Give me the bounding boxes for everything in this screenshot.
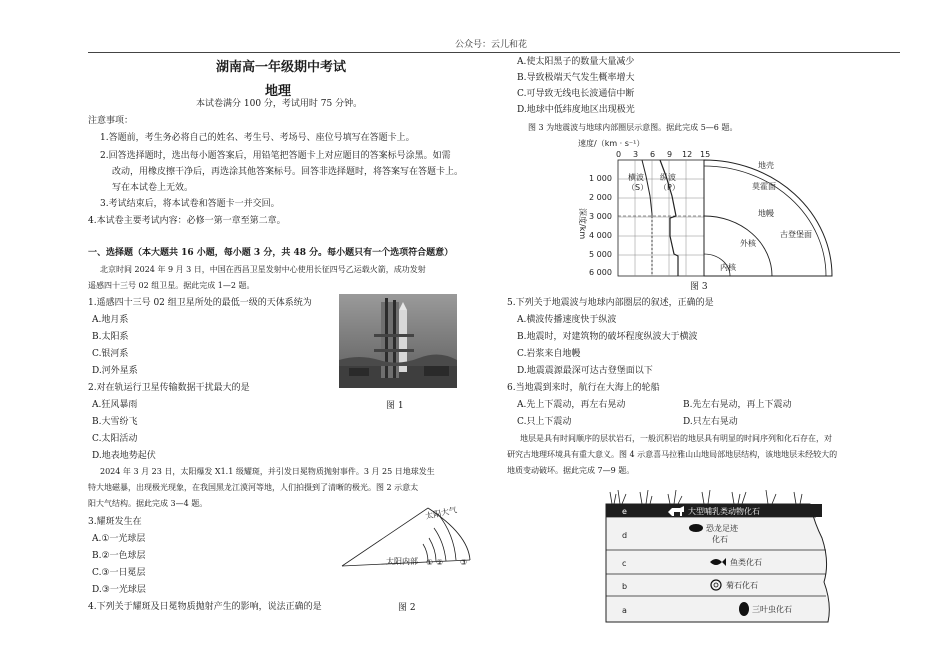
q3-option-a: A.①一光球层: [92, 534, 146, 544]
intro-3-line2: 研究古地理环境具有重大意义。图 4 示意喜马拉雅山山地局部地层结构，该地地层未经较大的: [507, 450, 838, 459]
intro-2-line1: 2024 年 3 月 23 日，太阳爆发 X1.1 级耀斑，并引发日冕物质抛射事件。3 月 25 日地球发生: [100, 467, 435, 476]
notice-title: 注意事项：: [88, 116, 134, 126]
figure-2-solar-atmosphere: [336, 498, 476, 598]
intro-1-line2: 遥感四十三号 02 组卫星。据此完成 1—2 题。: [88, 281, 255, 290]
fig3-depth-1000: 1 000: [589, 174, 612, 183]
q2-stem: 2.对在轨运行卫星传输数据干扰最大的是: [88, 383, 250, 393]
fig4-fossil-mammal: 大型哺乳类动物化石: [688, 507, 760, 516]
fig3-layer-crust: 地壳: [758, 161, 774, 170]
q6-option-a: A.先上下震动，再左右晃动: [517, 400, 626, 410]
figure-1-caption: 图 1: [386, 401, 404, 411]
fig3-depth-label: 深度/km: [578, 208, 587, 240]
q4-option-d: D.地球中低纬度地区出现极光: [517, 105, 635, 115]
q4-option-a: A.使太阳黑子的数量大量减少: [517, 57, 635, 67]
q2-option-c: C.太阳活动: [92, 434, 138, 444]
q5-option-c: C.岩浆来自地幔: [517, 349, 581, 359]
fig3-layer-outer-core: 外核: [740, 239, 756, 248]
fig3-layer-gutenberg: 古登堡面: [780, 230, 812, 239]
fig3-layer-mantle: 地幔: [758, 209, 774, 218]
fig3-wave-p-code: （P）: [659, 183, 680, 192]
exam-title: 湖南高一年级期中考试: [216, 60, 347, 75]
section-heading: 一、选择题（本大题共 16 小题，每小题 3 分，共 48 分。每小题只有一个选项符合题意）: [88, 248, 454, 258]
q1-option-d: D.河外星系: [92, 366, 138, 376]
fig2-mark-1: ①: [426, 558, 434, 567]
fig3-speed-0: 0: [616, 150, 622, 159]
intro-3-line1: 地层是具有时间顺序的层状岩石，一般沉积岩的地层具有明显的时间序列和化石存在，对: [520, 434, 832, 443]
fig2-inner-label: 太阳内部: [386, 557, 418, 566]
fig2-outer-label: 太阳大气: [424, 505, 458, 521]
fig3-wave-s-code: （S）: [627, 183, 649, 192]
intro-2-line3: 阳大气结构。据此完成 3—4 题。: [88, 499, 208, 508]
q5-option-b: B.地震时，对建筑物的破坏程度纵波大于横波: [517, 332, 698, 342]
intro-3-line3: 地质变动破坏。据此完成 7—9 题。: [507, 466, 635, 475]
fig3-speed-12: 12: [682, 150, 693, 159]
fig3-depth-3000: 3 000: [589, 212, 612, 221]
q4-option-c: C.可导致无线电长波通信中断: [517, 89, 635, 99]
q3-stem: 3.耀斑发生在: [88, 517, 142, 527]
header-rule: [88, 52, 900, 53]
fig4-layer-e: e: [622, 507, 627, 516]
notice-3: 3.考试结束后，将本试卷和答题卡一并交回。: [100, 199, 280, 209]
q2-option-d: D.地表地势起伏: [92, 451, 156, 461]
fig2-mark-2: ②: [436, 558, 444, 567]
q6-option-b: B.先左右晃动，再上下震动: [683, 400, 792, 410]
dino-footprint-icon: [689, 524, 703, 532]
fig3-depth-5000: 5 000: [589, 250, 612, 259]
fig4-fossil-dino-2: 化石: [712, 535, 728, 544]
q5-option-d: D.地震震源最深可达古登堡面以下: [517, 366, 653, 376]
q3-option-d: D.③一光球层: [92, 585, 146, 595]
figure-3-caption: 图 3: [690, 282, 708, 292]
q5-option-a: A.横波传播速度快于纵波: [517, 315, 617, 325]
fig4-layer-b: b: [622, 582, 628, 591]
figure-1-rocket-photo: [339, 294, 457, 388]
score-info: 本试卷满分 100 分，考试用时 75 分钟。: [196, 99, 363, 109]
figure-3-seismic-waves: [572, 136, 850, 298]
fig4-layer-c: c: [622, 559, 627, 568]
subject-title: 地理: [265, 84, 292, 99]
fig3-speed-6: 6: [650, 150, 656, 159]
fig3-layer-moho: 莫霍面: [752, 182, 776, 191]
fig3-speed-label: 速度/（km · s⁻¹）: [578, 139, 645, 148]
fig3-layer-inner-core: 内核: [720, 263, 736, 272]
q6-option-d: D.只左右晃动: [683, 417, 738, 427]
fig3-depth-6000: 6 000: [589, 268, 612, 277]
fig3-wave-s: 横波: [628, 173, 644, 182]
fig4-fossil-ammonite: 菊石化石: [726, 581, 758, 590]
q2-option-b: B.大雪纷飞: [92, 417, 138, 427]
q1-option-c: C.银河系: [92, 349, 129, 359]
notice-1: 1.答题前，考生务必将自己的姓名、考生号、考场号、座位号填写在答题卡上。: [100, 133, 415, 143]
figure-4-strata: [600, 482, 840, 624]
fig4-fossil-dino-1: 恐龙足迹: [706, 524, 738, 533]
q6-stem: 6.当地震到来时，航行在大海上的轮船: [507, 383, 660, 393]
fig3-speed-9: 9: [667, 150, 673, 159]
q1-stem: 1.遥感四十三号 02 组卫星所处的最低一级的天体系统为: [88, 298, 312, 308]
fig3-intro: 图 3 为地震波与地球内部圈层示意图。据此完成 5—6 题。: [528, 123, 738, 132]
q3-option-c: C.③一日冕层: [92, 568, 146, 578]
fig3-depth-2000: 2 000: [589, 193, 612, 202]
q5-stem: 5.下列关于地震波与地球内部圈层的叙述，正确的是: [507, 298, 714, 308]
q3-option-b: B.②一色球层: [92, 551, 146, 561]
notice-2b: 改动，用橡皮擦干净后，再选涂其他答案标号。回答非选择题时，将答案写在答题卡上。: [112, 167, 464, 177]
intro-2-line2: 特大地磁暴，出现极光现象，在我国黑龙江漠河等地，人们拍摄到了清晰的极光。图 2 示意太: [88, 483, 419, 492]
q4-option-b: B.导致极端天气发生概率增大: [517, 73, 635, 83]
fig2-mark-3: ③: [460, 558, 468, 567]
notice-2c: 写在本试卷上无效。: [112, 183, 194, 193]
q4-stem: 4.下列关于耀斑及日冕物质抛射产生的影响，说法正确的是: [88, 602, 322, 612]
q6-option-c: C.只上下震动: [517, 417, 572, 427]
q2-option-a: A.狂风暴雨: [92, 400, 138, 410]
fig3-speed-3: 3: [633, 150, 639, 159]
q1-option-b: B.太阳系: [92, 332, 129, 342]
fig4-fossil-fish: 鱼类化石: [730, 558, 762, 567]
notice-2: 2.回答选择题时，选出每小题答案后，用铅笔把答题卡上对应题目的答案标号涂黑。如需: [100, 151, 451, 161]
intro-1-line1: 北京时间 2024 年 9 月 3 日，中国在西昌卫星发射中心使用长征四号乙运载火箭，成功发射: [100, 265, 426, 274]
trilobite-fossil-icon: [739, 602, 749, 616]
fig4-layer-d: d: [622, 531, 628, 540]
fig3-wave-p: 纵波: [660, 173, 676, 182]
notice-4: 4.本试卷主要考试内容：必修一第一章至第二章。: [88, 216, 286, 226]
fig4-layer-a: a: [622, 606, 627, 615]
figure-2-caption: 图 2: [398, 603, 416, 613]
page-header: 公众号：云儿和花: [455, 40, 528, 50]
fig3-speed-15: 15: [700, 150, 711, 159]
fig4-fossil-trilobite: 三叶虫化石: [752, 605, 792, 614]
q1-option-a: A.地月系: [92, 315, 129, 325]
fig3-depth-4000: 4 000: [589, 231, 612, 240]
